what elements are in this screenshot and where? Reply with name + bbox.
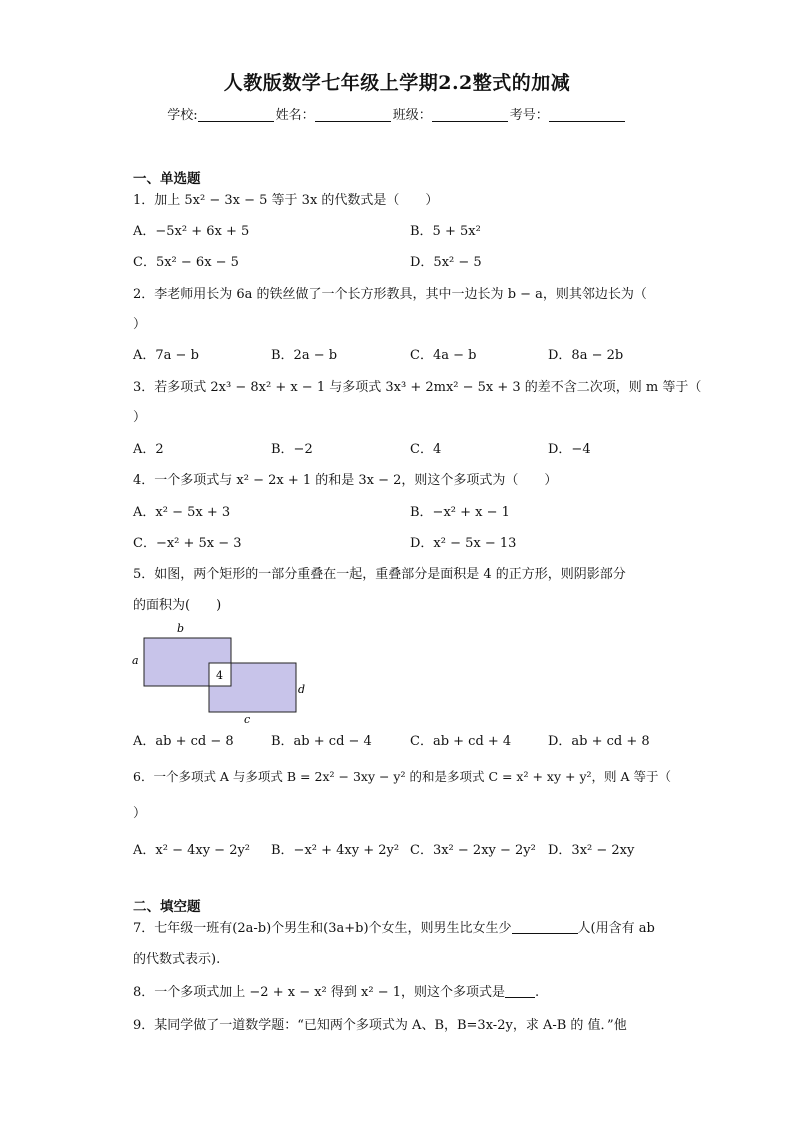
question-4-option-c[interactable]: C．−x² + 5x − 3 [133,536,242,551]
number-label: 考号： [509,108,549,123]
question-2-text-cont: ） [133,317,147,332]
question-7-text [133,920,668,938]
question-4-options-row-1 [133,504,668,522]
question-1-text: 1．加上 5x² − 3x − 5 等于 3x 的代数式是（ ） [133,193,439,208]
question-3-text: 3．若多项式 2x³ − 8x² + x − 1 与多项式 3x³ + 2mx² − 5x + 3 的差不含二次项，则 m 等于（ [133,380,702,395]
question-7-text-cont: 的代数式表示). [133,952,221,967]
page-title: 人教版数学七年级上学期2.2整式的加减 [223,72,571,94]
question-4-option-b[interactable]: B．−x² + x − 1 [410,505,510,520]
question-6-text-cont: ） [133,806,147,821]
question-2-option-b[interactable]: B．2a − b [271,348,338,363]
question-8-text [133,984,668,1002]
question-3-option-d[interactable]: D．−4 [548,442,591,457]
question-9-text: 9．某同学做了一道数学题：“已知两个多项式为 A、B，B=3x-2y，求 A-B 的 值．”他 [133,1018,627,1033]
question-3-option-b[interactable]: B．−2 [271,442,313,457]
question-5-option-d[interactable]: D．ab + cd + 8 [548,734,650,749]
label-c: c [244,713,251,726]
question-6-options [133,842,668,860]
question-1-options-row-1 [133,223,668,241]
question-7-text-b: 人(用含有 ab [577,921,655,936]
question-3-text-cont: ） [133,410,147,425]
label-d: d [298,683,306,696]
class-blank[interactable] [432,107,508,122]
name-blank[interactable] [315,107,391,122]
question-2-option-a[interactable]: A．7a − b [133,348,199,363]
student-info-line [0,104,794,123]
question-3-option-c[interactable]: C．4 [410,442,442,457]
question-8-text-a: 8．一个多项式加上 −2 + x − x² 得到 x² − 1，则这个多项式是 [133,985,505,1000]
question-1-option-c[interactable]: C．5x² − 6x − 5 [133,255,239,270]
label-a: a [132,654,139,667]
question-8-answer-blank[interactable] [505,984,535,998]
question-5-option-c[interactable]: C．ab + cd + 4 [410,734,512,749]
question-6-text: 6．一个多项式 A 与多项式 B = 2x² − 3xy − y² 的和是多项式 C = x² + xy + y²，则 A 等于（ [133,769,671,784]
label-four: 4 [216,669,223,682]
question-4-option-d[interactable]: D．x² − 5x − 13 [410,536,517,551]
section-heading-fill-in: 二、填空题 [133,899,201,915]
question-7-text-a: 7．七年级一班有(2a-b)个男生和(3a+b)个女生，则男生比女生少 [133,921,512,936]
question-2-option-c[interactable]: C．4a − b [410,348,477,363]
school-blank[interactable] [198,107,274,122]
label-b: b [177,622,185,635]
question-2-text: 2．李老师用长为 6a 的铁丝做了一个长方形教具，其中一边长为 b − a，则其邻边长为（ [133,287,647,302]
question-1-option-d[interactable]: D．5x² − 5 [410,255,482,270]
question-1-option-a[interactable]: A．−5x² + 6x + 5 [133,224,250,239]
question-5-option-b[interactable]: B．ab + cd − 4 [271,734,372,749]
number-blank[interactable] [549,107,625,122]
name-label: 姓名： [275,108,315,123]
question-2-options [133,347,668,365]
question-5-text: 5．如图，两个矩形的一部分重叠在一起，重叠部分是面积是 4 的正方形，则阴影部分 [133,567,626,582]
question-5-text-cont: 的面积为( ) [133,598,222,613]
overlapping-rectangles-figure [126,620,316,728]
question-6-option-c[interactable]: C．3x² − 2xy − 2y² [410,843,536,858]
question-6-option-a[interactable]: A．x² − 4xy − 2y² [133,843,251,858]
question-7-answer-blank[interactable] [512,920,578,934]
question-8-text-b: . [535,985,540,1000]
question-4-text: 4．一个多项式与 x² − 2x + 1 的和是 3x − 2，则这个多项式为（ ） [133,473,558,488]
section-heading-single-choice: 一、单选题 [133,171,201,187]
question-5-options [133,733,668,751]
question-3-option-a[interactable]: A．2 [133,442,164,457]
question-1-option-b[interactable]: B．5 + 5x² [410,224,481,239]
question-2-option-d[interactable]: D．8a − 2b [548,348,624,363]
question-1-options-row-2 [133,254,668,272]
question-6-option-b[interactable]: B．−x² + 4xy + 2y² [271,843,400,858]
school-label: 学校: [167,108,198,123]
question-3-options [133,441,668,459]
question-4-options-row-2 [133,535,668,553]
question-4-option-a[interactable]: A．x² − 5x + 3 [133,505,231,520]
class-label: 班级： [392,108,432,123]
question-6-option-d[interactable]: D．3x² − 2xy [548,843,635,858]
question-5-option-a[interactable]: A．ab + cd − 8 [133,734,234,749]
